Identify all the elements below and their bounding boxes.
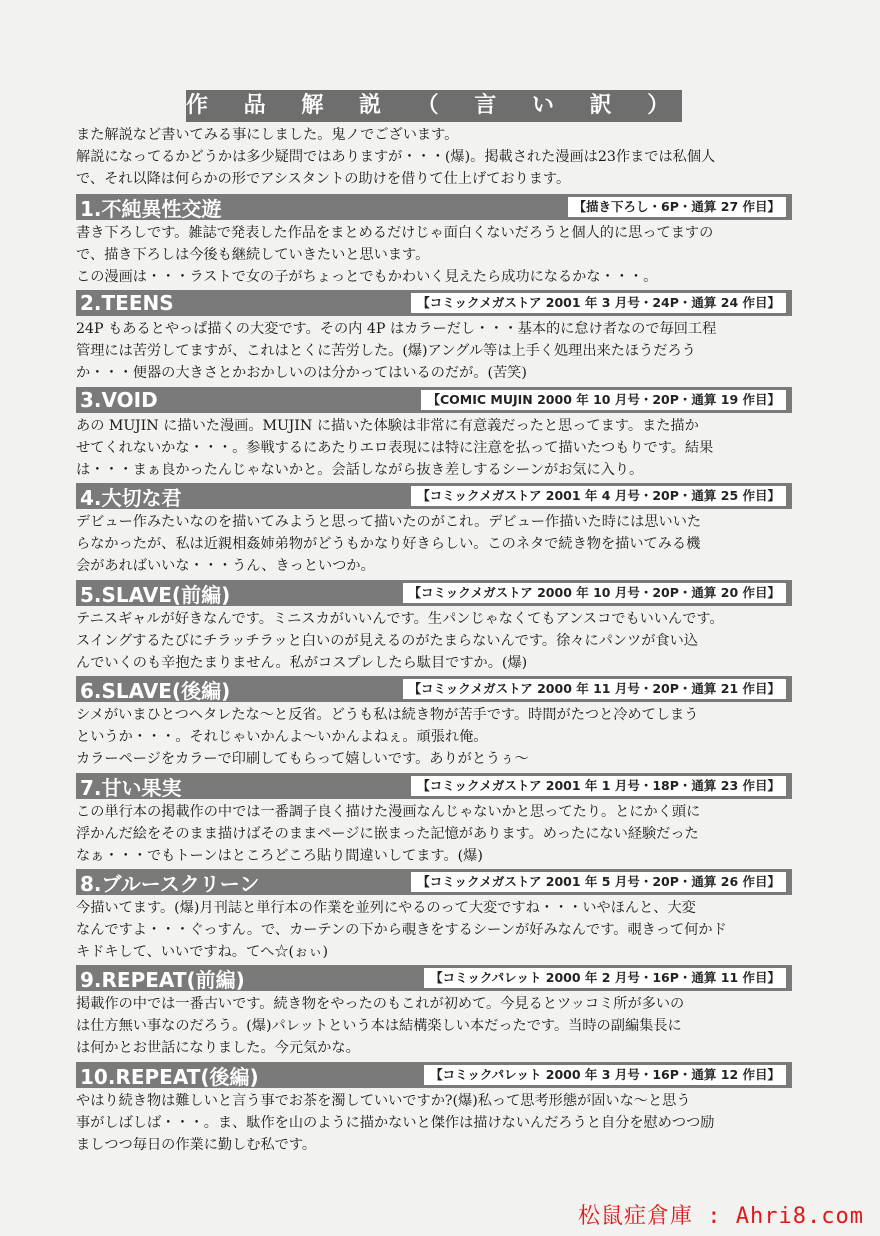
section-line: 今描いてます。(爆)月刊誌と単行本の作業を並列にやるのって大変ですね・・・いやほんと、大変 — [76, 900, 696, 916]
section-text — [76, 316, 792, 384]
section-title: 5.SLAVE(前編) — [80, 582, 231, 607]
section-header — [76, 1062, 792, 1088]
section-line: せてくれないかな・・・。参戦するにあたりエロ表現には特に注意を払って描いたつもりです。結果 — [76, 440, 714, 456]
section-text — [76, 413, 792, 481]
section-9 — [76, 965, 792, 1059]
site-watermark: 松鼠症倉庫 : Ahri8.com — [578, 1204, 864, 1229]
section-header — [76, 580, 792, 606]
section-publication-info: 【コミックメガストア 2000 年 11 月号・20P・通算 21 作目】 — [403, 679, 787, 699]
section-text — [76, 509, 792, 577]
section-line: らなかったが、私は近親相姦姉弟物がどうもかなり好きらしい。このネタで続き物を描いてみる機 — [76, 536, 701, 552]
section-publication-info: 【コミックメガストア 2001 年 5 月号・20P・通算 26 作目】 — [411, 872, 786, 892]
section-header — [76, 965, 792, 991]
section-text — [76, 702, 792, 770]
section-publication-info: 【コミックメガストア 2000 年 10 月号・20P・通算 20 作目】 — [403, 583, 787, 603]
section-title: 6.SLAVE(後編) — [80, 678, 231, 703]
section-title: 7.甘い果実 — [80, 775, 182, 800]
page-title: 作 品 解 説 （ 言 い 訳 ） — [186, 90, 682, 122]
section-line: で、描き下ろしは今後も継続していきたいと思います。 — [76, 247, 430, 263]
section-7 — [76, 773, 792, 867]
section-line: というか・・・。それじゃいかんよ～いかんよねぇ。頑張れ俺。 — [76, 729, 488, 745]
section-publication-info: 【コミックメガストア 2001 年 4 月号・20P・通算 25 作目】 — [411, 486, 786, 506]
section-publication-info: 【COMIC MUJIN 2000 年 10 月号・20P・通算 19 作目】 — [421, 390, 786, 410]
section-text — [76, 1088, 792, 1156]
section-line: 事がしばしば・・・。ま、駄作を山のように描かないと傑作は描けないんだろうと自分を慰めつつ励 — [76, 1115, 715, 1131]
section-title: 1.不純異性交遊 — [80, 196, 222, 221]
section-text — [76, 606, 792, 674]
section-line: この単行本の掲載作の中では一番調子良く描けた漫画なんじゃないかと思ってたり。とにかく頭に — [76, 804, 701, 820]
section-text — [76, 991, 792, 1059]
section-publication-info: 【コミックメガストア 2001 年 3 月号・24P・通算 24 作目】 — [411, 293, 786, 313]
section-line: この漫画は・・・ラストで女の子がちょっとでもかわいく見えたら成功になるかな・・・。 — [76, 269, 658, 285]
section-10 — [76, 1062, 792, 1156]
section-line: か・・・便器の大きさとかおかしいのは分かってはいるのだが。(苦笑) — [76, 365, 527, 381]
section-6 — [76, 676, 792, 770]
section-header — [76, 773, 792, 799]
section-line: シメがいまひとつヘタレたな～と反省。どうも私は続き物が苦手です。時間がたつと冷めてしまう — [76, 707, 699, 723]
section-line: テニスギャルが好きなんです。ミニスカがいいんです。生パンじゃなくてもアンスコでもいいんです。 — [76, 611, 724, 627]
section-line: は・・・まぁ良かったんじゃないかと。会話しながら抜き差しするシーンがお気に入り。 — [76, 462, 644, 478]
section-line: 掲載作の中では一番古いです。続き物をやったのもこれが初めて。今見るとツッコミ所が多いの — [76, 996, 685, 1012]
section-1 — [76, 194, 792, 288]
section-line: 管理には苦労してますが、これはとくに苦労した。(爆)アングル等は上手く処理出来たほうだろう — [76, 343, 696, 359]
section-text — [76, 220, 792, 288]
section-8 — [76, 869, 792, 963]
section-publication-info: 【コミックメガストア 2001 年 1 月号・18P・通算 23 作目】 — [411, 776, 786, 796]
section-title: 4.大切な君 — [80, 485, 182, 510]
section-line: んでいくのも辛抱たまりません。私がコスプレしたら駄目ですか。(爆) — [76, 655, 528, 671]
section-4 — [76, 483, 792, 577]
section-line: 浮かんだ絵をそのまま描けばそのままページに嵌まった記憶があります。めったにない経験だった — [76, 826, 699, 842]
section-line: やはり続き物は難しいと言う事でお茶を濁していいですか?(爆)私って思考形態が固いな～と思う — [76, 1093, 691, 1109]
section-text — [76, 799, 792, 867]
section-header — [76, 194, 792, 220]
section-5 — [76, 580, 792, 674]
section-2 — [76, 290, 792, 384]
intro-line: で、それ以降は何らかの形でアシスタントの助けを借りて仕上げております。 — [76, 171, 571, 187]
section-line: あの MUJIN に描いた漫画。MUJIN に描いた体験は非常に有意義だったと思ってます。また描か — [76, 418, 699, 434]
section-line: カラーページをカラーで印刷してもらって嬉しいです。ありがとうぅ～ — [76, 751, 529, 767]
section-line: 会があればいいな・・・うん、きっといつか。 — [76, 558, 375, 574]
section-line: は何かとお世話になりました。今元気かな。 — [76, 1040, 360, 1056]
section-line: なんですよ・・・ぐっすん。で、カーテンの下から覗きをするシーンが好みなんです。覗きって何かド — [76, 922, 727, 938]
intro-paragraph — [76, 124, 792, 190]
section-header — [76, 290, 792, 316]
section-header — [76, 387, 792, 413]
intro-line: 解説になってるかどうかは多少疑問ではありますが・・・(爆)。掲載された漫画は23作までは私個人 — [76, 149, 716, 165]
section-header — [76, 483, 792, 509]
section-title: 3.VOID — [80, 388, 158, 412]
section-header — [76, 676, 792, 702]
section-3 — [76, 387, 792, 481]
section-header — [76, 869, 792, 895]
section-title: 9.REPEAT(前編) — [80, 967, 245, 992]
section-text — [76, 895, 792, 963]
section-line: ましつつ毎日の作業に勤しむ私です。 — [76, 1137, 317, 1153]
section-publication-info: 【描き下ろし・6P・通算 27 作目】 — [568, 197, 786, 217]
section-title: 8.ブルースクリーン — [80, 871, 260, 896]
section-line: キドキして、いいですね。てへ☆(ぉぃ) — [76, 944, 328, 960]
section-line: 書き下ろしです。雑誌で発表した作品をまとめるだけじゃ面白くないだろうと個人的に思ってますの — [76, 225, 714, 241]
section-line: なぁ・・・でもトーンはところどころ貼り間違いしてます。(爆) — [76, 848, 483, 864]
section-line: デビュー作みたいなのを描いてみようと思って描いたのがこれ。デビュー作描いた時には思いいた — [76, 514, 702, 530]
section-title: 10.REPEAT(後編) — [80, 1064, 259, 1089]
section-line: スイングするたびにチラッチラッと白いのが見えるのがたまらないんです。徐々にパンツが食い込 — [76, 633, 698, 649]
intro-line: また解説など書いてみる事にしました。鬼ノでございます。 — [76, 127, 459, 143]
section-publication-info: 【コミックパレット 2000 年 2 月号・16P・通算 11 作目】 — [424, 968, 786, 988]
section-line: は仕方無い事なのだろう。(爆)パレットという本は結構楽しい本だったです。当時の副編集長に — [76, 1018, 682, 1034]
section-title: 2.TEENS — [80, 291, 174, 315]
section-publication-info: 【コミックパレット 2000 年 3 月号・16P・通算 12 作目】 — [424, 1065, 786, 1085]
section-line: 24P もあるとやっぱ描くの大変です。その内 4P はカラーだし・・・基本的に怠け者なので毎回工程 — [76, 321, 717, 337]
